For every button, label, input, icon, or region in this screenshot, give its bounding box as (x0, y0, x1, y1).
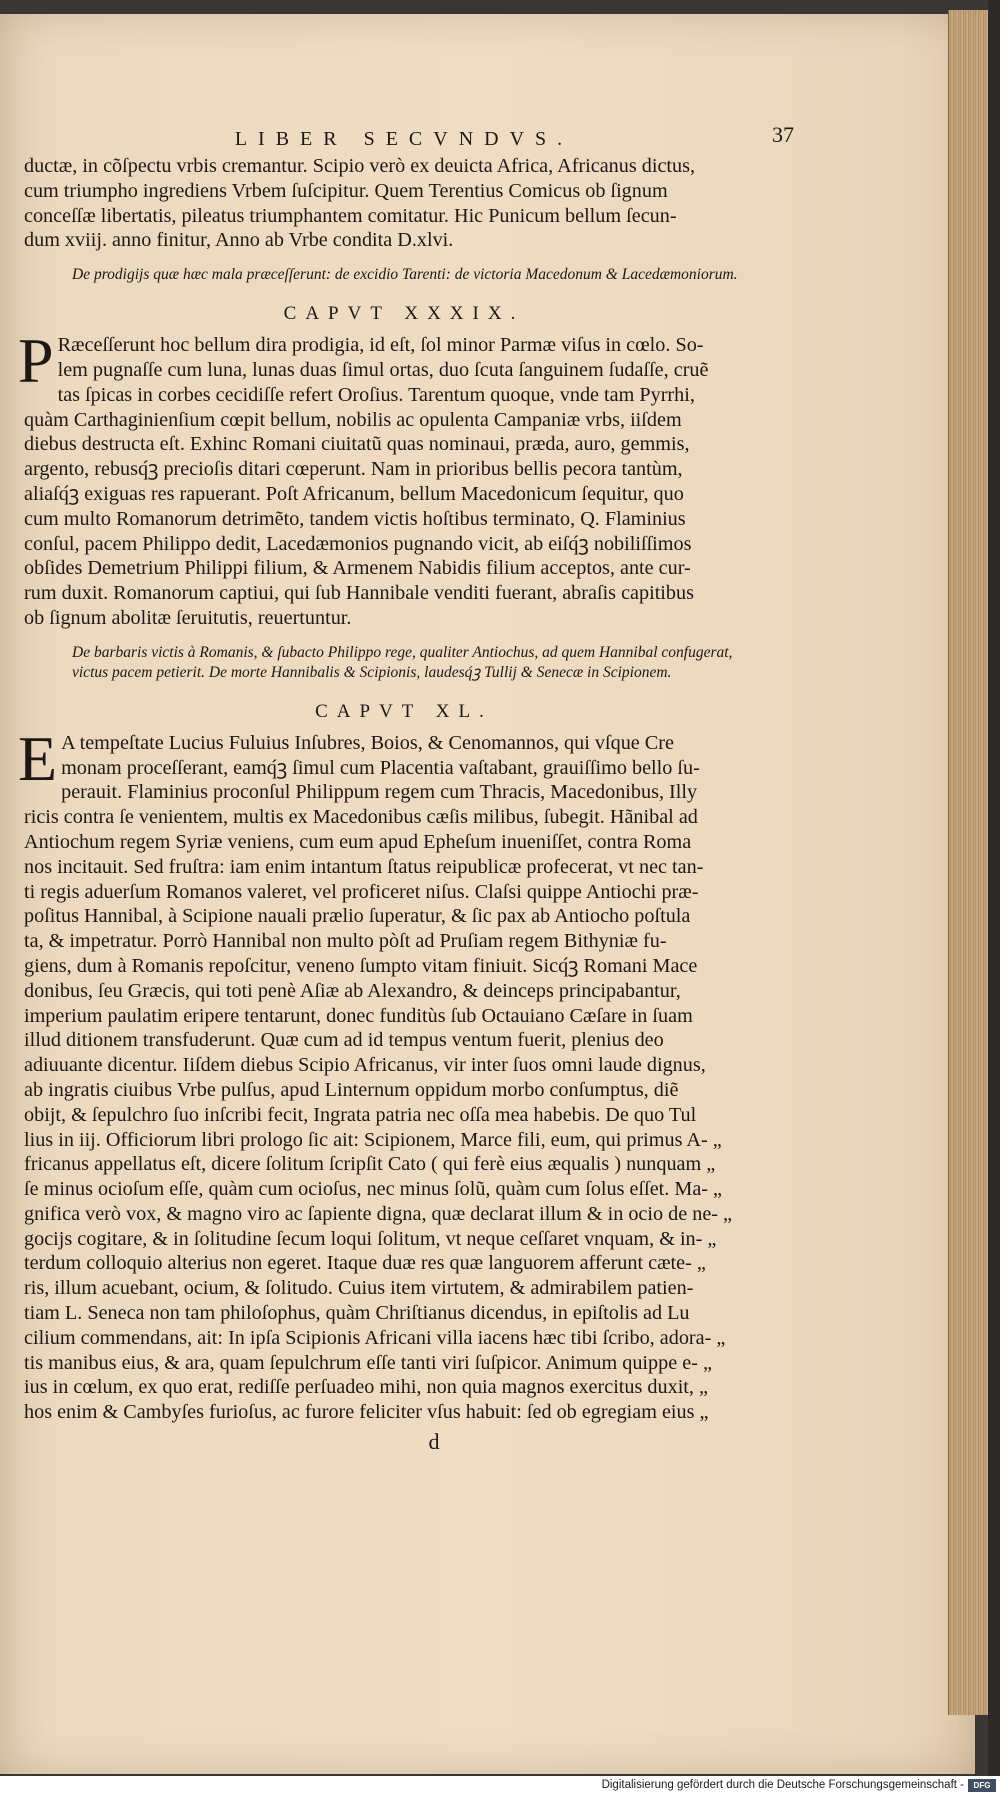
text-line: diebus destructa eſt. Exhinc Romani ciuitatũ quas nominaui, præda, auro, gemmis, (24, 433, 690, 456)
text-line: gocijs cogitare, & in ſolitudine ſecum loqui ſolitum, vt neque ceſſaret vnquam, & in- „ (24, 1227, 717, 1250)
text-line: tas ſpicas in corbes cecidiſſe refert Oroſius. Tarentum quoque, vnde tam Pyrrhi, (57, 383, 695, 406)
text-line: ius in cœlum, ex quo erat, rediſſe perſuadeo mihi, non quia magnos exercitus duxit, „ (24, 1376, 708, 1399)
text-line: cum triumpho ingrediens Vrbem ſuſcipitur. Quem Terentius Comicus ob ſignum (24, 179, 668, 202)
text-line: tiam L. Seneca non tam philoſophus, quàm Chriſtianus dicendus, in epiſtolis ad Lu (24, 1302, 690, 1325)
dfg-logo-icon: DFG (968, 1779, 996, 1792)
running-head-title: LIBER SECVNDVS. (234, 128, 574, 150)
page-fore-edge (948, 10, 989, 1715)
text-line: cilium commendans, ait: In ipſa Scipionis Africani villa iacens hæc tibi ſcribo, adora- „ (24, 1326, 726, 1349)
text-line: imperium paulatim eripere tentarunt, donec funditùs ſub Octauiano Cæſare in ſuam (24, 1004, 693, 1027)
folio-number: 37 (772, 122, 794, 147)
text-line: adiuuante dicentur. Iiſdem diebus Scipio Africanus, vir inter ſuos omni laude dignus, (24, 1054, 706, 1077)
text-line: poſitus Hannibal, à Scipione nauali prælio ſuperatur, & ſic pax ab Antiocho poſtula (24, 905, 691, 928)
text-line: gnifica verò vox, & magno viro ac ſapiente digna, quæ declarat illum & in ocio de ne- „ (24, 1202, 733, 1225)
text-line: Antiochum regem Syriæ veniens, cum eum apud Epheſum inueniſſet, contra Roma (24, 830, 692, 853)
chapter-summary-39: De prodigijs quæ hæc mala præceſſerunt: de excidio Tarenti: de victoria Macedonum & Lacedæmoniorum. (72, 266, 738, 284)
text-line: rum duxit. Romanorum captiui, qui ſub Hannibale venditi fuerant, abraſis capitibus (24, 582, 694, 605)
text-line: A tempeſtate Lucius Fuluius Inſubres, Boios, & Cenomannos, qui vſque Cre (61, 731, 674, 754)
text-line: lem pugnaſſe cum luna, lunas duas ſimul ortas, duo ſcuta ſanguinem ſudaſſe, cruẽ (57, 358, 709, 381)
text-line: donibus, ſeu Græcis, qui toti penè Aſiæ ab Alexandro, & deinceps principabantur, (24, 979, 681, 1002)
text-line: fricanus appellatus eſt, dicere ſolitum ſcripſit Cato ( qui ferè eius æqualis ) nunquam „ (24, 1153, 716, 1176)
binding-shadow (988, 0, 1000, 1795)
text-line: ti regis aduerſum Romanos valeret, vel proficeret niſus. Claſsi quippe Antiochi præ- (24, 880, 699, 903)
text-line: ab ingratis ciuibus Vrbe pulſus, apud Linternum oppidum morbo conſumptus, diẽ (24, 1078, 679, 1101)
text-line: conſul, pacem Philippo dedit, Lacedæmonios pugnando vicit, ab eiſq́ꝫ nobiliſſimos (24, 532, 692, 555)
text-line: argento, rebusq́ꝫ precioſis ditari cœperunt. Nam in prioribus bellis pecora tantùm, (24, 458, 683, 481)
drop-initial-p: P (18, 325, 54, 397)
text-line: lius in iij. Officiorum libri prologo ſic ait: Scipionem, Marce fili, eum, qui primus A- „ (24, 1128, 722, 1151)
text-line: nos incitauit. Sed fruſtra: iam enim intantum ſtatus reipublicæ profecerat, vt nec tan- (24, 855, 704, 878)
text-line: ſe minus ocioſum eſſe, quàm cum ocioſus, nec minus ſolũ, quàm cum ſolus eſſet. Ma- „ (24, 1178, 723, 1201)
text-line: dum xviij. anno finitur, Anno ab Vrbe condita D.xlvi. (24, 229, 454, 252)
text-line: aliaſq́ꝫ exiguas res rapuerant. Poſt Africanum, bellum Macedonicum ſequitur, quo (24, 482, 684, 505)
digitization-footer (0, 1776, 1000, 1795)
text-line: ricis contra ſe venientem, multis ex Macedonibus cæſis milibus, ſubegit. Hãnibal ad (24, 806, 698, 829)
text-line: quàm Carthaginienſium cœpit bellum, nobilis ac opulenta Campaniæ vrbs, iiſdem (24, 408, 682, 431)
opening-paragraph (24, 154, 784, 253)
drop-initial-e: E (18, 722, 58, 794)
chapter-heading-39: CAPVT XXXIX. (283, 303, 525, 325)
text-line: ta, & impetratur. Porrò Hannibal non multo pòſt ad Pruſiam regem Bithyniæ fu- (24, 930, 667, 953)
text-line: ob ſignum abolitæ ſeruitutis, reuertuntur. (24, 606, 352, 629)
text-line: cum multo Romanorum detrimẽto, tandem victis hoſtibus terminato, Q. Flaminius (24, 507, 686, 530)
signature-mark: d (428, 1429, 440, 1455)
text-line: ris, illum acuebant, ocium, & ſolitudo. Cuius item virtutem, & admirabilem patien- (24, 1277, 694, 1300)
running-head (24, 122, 794, 154)
text-line: obijt, & ſepulchro ſuo inſcribi fecit, Ingrata patria nec oſſa mea habebis. De quo Tul (24, 1103, 697, 1126)
text-line: terdum colloquio alterius non egeret. Itaque duæ res quæ languorem afferunt cæte- „ (24, 1252, 706, 1275)
chapter-summary-40: De barbaris victis à Romanis, & ſubacto Philippo rege, qualiter Antiochus, ad quem Hannibal confugerat, victus pacem petierit. De morte Hannibalis & Scipionis, laudesq́ꝫ Tullij & Senecæ in Scipionem. (72, 643, 733, 681)
text-line: illud ditionem transfuderunt. Quæ cum ad id tempus ventum fuerit, plenius deo (24, 1029, 664, 1052)
text-line: conceſſæ libertatis, pileatus triumphantem comitatur. Hic Punicum bellum ſecun- (24, 204, 677, 227)
footer-credit: Digitalisierung gefördert durch die Deutsche Forschungsgemeinschaft - (601, 1779, 964, 1791)
text-line: giens, dum à Romanis repoſcitur, veneno ſumpto vitam finiuit. Sicq́ꝫ Romani Mace (24, 954, 698, 977)
text-line: monam proceſſerant, eamq́ꝫ ſimul cum Placentia vaſtabant, grauiſſimo bello ſu- (61, 756, 700, 779)
text-line: Ræceſſerunt hoc bellum dira prodigia, id eſt, ſol minor Parmæ viſus in cœlo. So- (57, 334, 704, 357)
chapter-40-text (18, 722, 784, 1425)
text-line: tis manibus eius, & ara, quam ſepulchrum eſſe tanti viri ſuſpicor. Animum quippe e- „ (24, 1351, 712, 1374)
chapter-39-text (18, 325, 784, 631)
chapter-heading-40: CAPVT XL. (315, 700, 493, 722)
text-line: ductæ, in cõſpectu vrbis cremantur. Scipio verò ex deuicta Africa, Africanus dictus, (24, 155, 696, 177)
text-line: obſides Demetrium Philippi filium, & Armenem Nabidis filium acceptos, ante cur- (24, 557, 691, 580)
text-block (18, 122, 794, 1455)
text-line: perauit. Flaminius proconſul Philippum regem cum Thracis, Macedonibus, Illy (61, 781, 698, 804)
text-line: hos enim & Cambyſes furioſus, ac furore feliciter vſus habuit: ſed ob egregiam eius „ (24, 1401, 709, 1424)
